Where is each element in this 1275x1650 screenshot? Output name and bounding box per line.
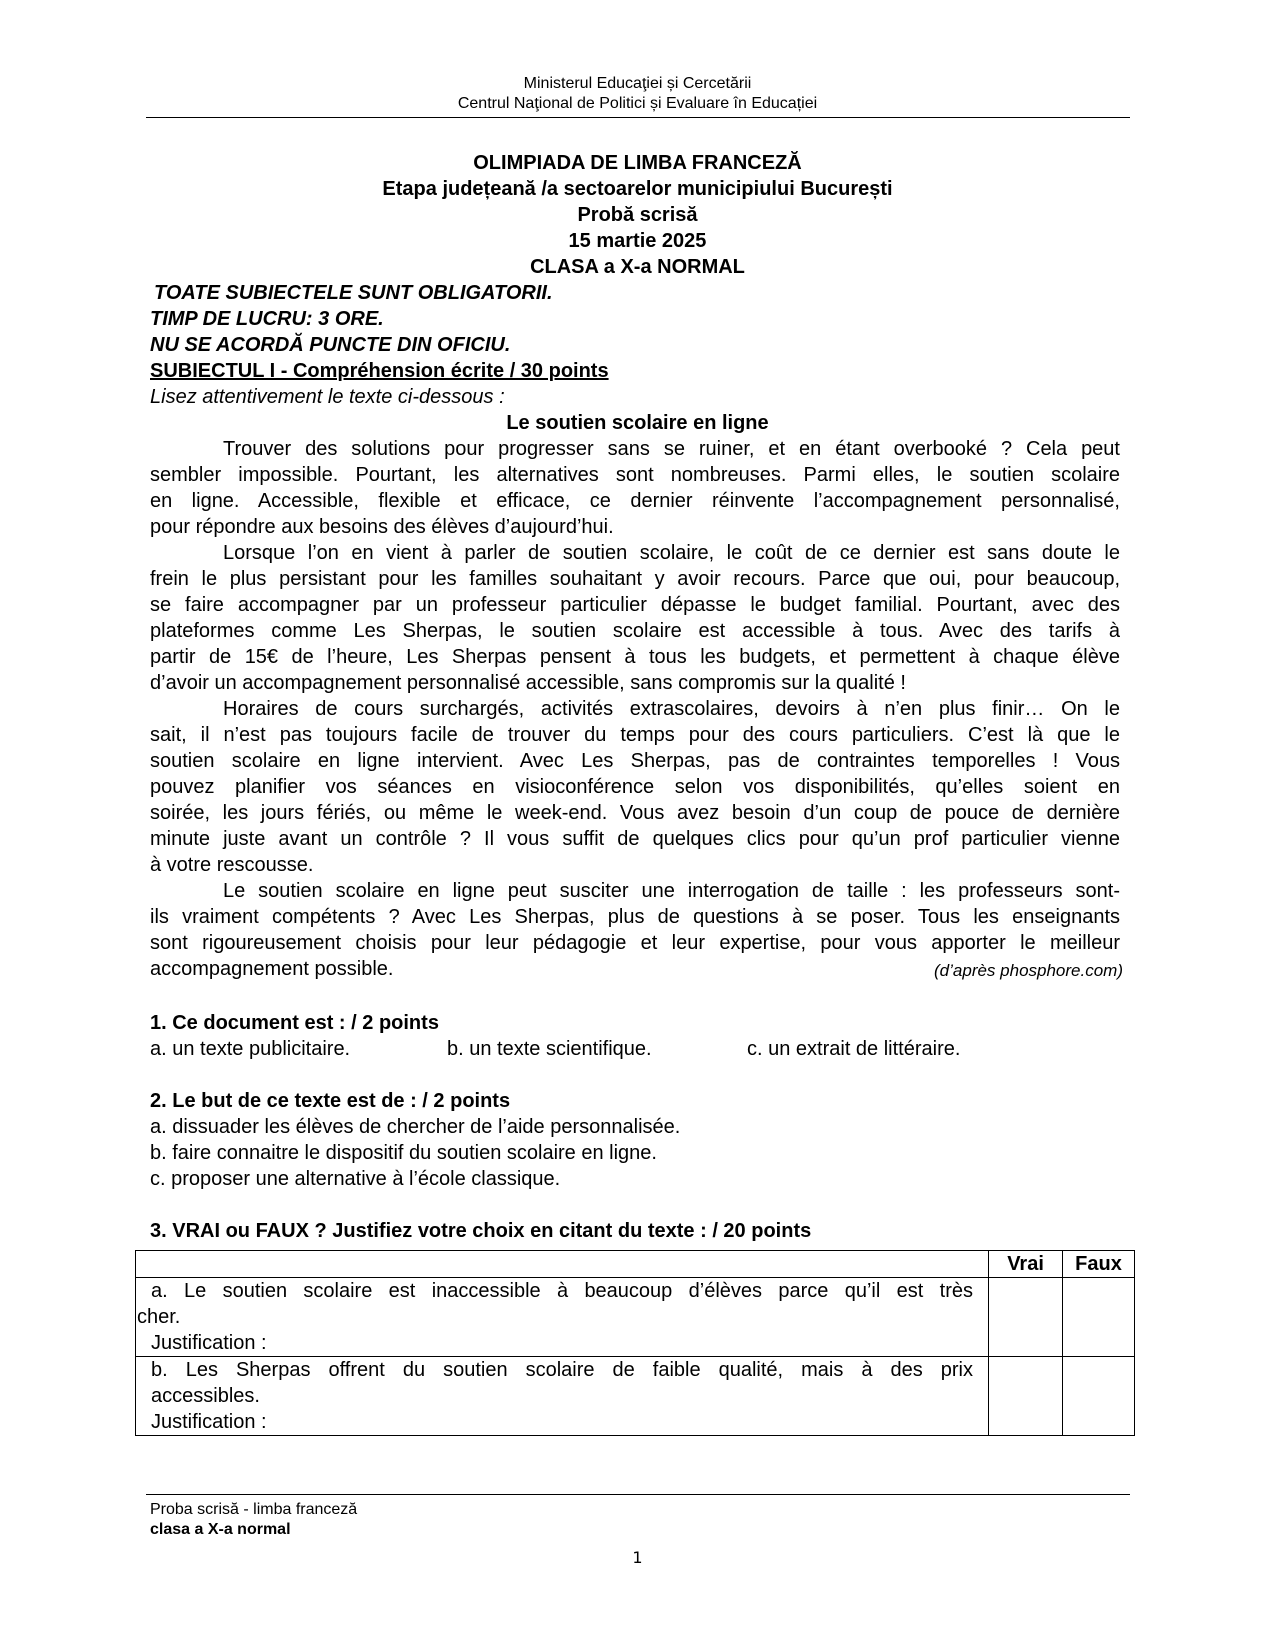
text-title: Le soutien scolaire en ligne: [506, 412, 769, 434]
subject-heading: SUBIECTUL I - Compréhension écrite / 30 points: [150, 360, 609, 382]
text-line: sembler impossible. Pourtant, les alternatives sont nombreuses. Parmi elles, le soutien scolaire: [150, 464, 1120, 486]
reading-instruction: Lisez attentivement le texte ci-dessous :: [150, 386, 505, 408]
footer-class: clasa a X-a normal: [150, 1521, 291, 1538]
q2-option-c: c. proposer une alternative à l’école classique.: [150, 1168, 561, 1190]
text-line: pouvez planifier vos séances en visioconférence selon vos disponibilités, qu’elles soient en: [150, 776, 1120, 798]
text-line: Lorsque l’on en vient à parler de soutien scolaire, le coût de ce dernier est sans doute le: [223, 542, 1120, 564]
page-number: 1: [632, 1548, 643, 1567]
text-line: se faire accompagner par un professeur particulier dépasse le budget familial. Pourtant, avec des: [150, 594, 1120, 616]
text-line: sait, il n’est pas toujours facile de trouver du temps pour des cours particuliers. C’est là que le: [150, 724, 1120, 746]
header-divider: [146, 117, 1130, 118]
justification-b-label: Justification :: [151, 1411, 267, 1433]
col-faux: Faux: [1063, 1251, 1135, 1278]
statement-a: a. Le soutien scolaire est inaccessible à beaucoup d’élèves parce qu’il est très: [151, 1280, 973, 1302]
text-line: d’avoir un accompagnement personnalisé accessible, sans compromis sur la qualité !: [150, 672, 906, 694]
col-vrai: Vrai: [989, 1251, 1063, 1278]
statement-b: b. Les Sherpas offrent du soutien scolaire de faible qualité, mais à des prix: [151, 1359, 973, 1381]
text-line: frein le plus persistant pour les familles souhaitant y avoir recours. Parce que oui, pour beaucoup,: [150, 568, 1120, 590]
test-type: Probă scrisă: [577, 204, 698, 226]
text-line: accompagnement possible.: [150, 958, 394, 980]
statement-b-cell: [136, 1357, 989, 1436]
text-line: sont rigoureusement choisis pour leur pédagogie et leur expertise, pour vous apporter le meilleur: [150, 932, 1120, 954]
statement-a-cont: cher.: [137, 1306, 181, 1328]
center-name: Centrul Naţional de Politici și Evaluare în Educației: [457, 95, 818, 112]
checkbox-faux-a[interactable]: [1063, 1278, 1135, 1357]
statement-b-cont: accessibles.: [151, 1385, 260, 1407]
rule-no-points: NU SE ACORDĂ PUNCTE DIN OFICIU.: [150, 334, 511, 356]
text-line: à votre rescousse.: [150, 854, 314, 876]
checkbox-vrai-a[interactable]: [989, 1278, 1063, 1357]
justification-a-label: Justification :: [151, 1332, 267, 1354]
footer-divider: [146, 1494, 1130, 1495]
text-line: Le soutien scolaire en ligne peut susciter une interrogation de taille : les professeurs sont-: [223, 880, 1120, 902]
class-level: CLASA a X-a NORMAL: [530, 256, 745, 278]
table-row: [136, 1357, 1135, 1436]
checkbox-faux-b[interactable]: [1063, 1357, 1135, 1436]
table-header-row: [136, 1251, 1135, 1278]
true-false-table: [135, 1250, 1135, 1436]
rule-time: TIMP DE LUCRU: 3 ORE.: [150, 308, 384, 330]
text-line: Trouver des solutions pour progresser sans se ruiner, et en étant overbooké ? Cela peut: [223, 438, 1120, 460]
q1-option-a: a. un texte publicitaire.: [150, 1038, 351, 1060]
text-line: partir de 15€ de l’heure, Les Sherpas pensent à tous les budgets, et permettent à chaque élève: [150, 646, 1120, 668]
checkbox-vrai-b[interactable]: [989, 1357, 1063, 1436]
source-credit: (d’après phosphore.com): [934, 961, 1123, 980]
text-line: ils vraiment compétents ? Avec Les Sherpas, plus de questions à se poser. Tous les enseignants: [150, 906, 1120, 928]
q2-option-b: b. faire connaitre le dispositif du soutien scolaire en ligne.: [150, 1142, 657, 1164]
statement-a-cell: [136, 1278, 989, 1357]
q2-option-a: a. dissuader les élèves de chercher de l’aide personnalisée.: [150, 1116, 681, 1138]
q3-heading: 3. VRAI ou FAUX ? Justifiez votre choix en citant du texte : / 20 points: [150, 1220, 812, 1242]
table-header-empty: [136, 1251, 989, 1278]
footer-test-name: Proba scrisă - limba franceză: [150, 1501, 358, 1518]
exam-date: 15 martie 2025: [568, 230, 707, 252]
q1-option-c: c. un extrait de littéraire.: [747, 1038, 961, 1060]
text-line: pour répondre aux besoins des élèves d’aujourd’hui.: [150, 516, 614, 538]
text-line: soutien scolaire en ligne intervient. Avec Les Sherpas, pas de contraintes temporelles ! Vous: [150, 750, 1120, 772]
text-line: Horaires de cours surchargés, activités extrascolaires, devoirs à n’en plus finir… On le: [223, 698, 1120, 720]
q1-option-b: b. un texte scientifique.: [447, 1038, 652, 1060]
q2-heading: 2. Le but de ce texte est de : / 2 points: [150, 1090, 511, 1112]
text-line: minute juste avant un contrôle ? Il vous suffit de quelques clics pour qu’un prof particulier vienne: [150, 828, 1120, 850]
ministry-name: Ministerul Educaţiei și Cercetării: [523, 75, 752, 92]
text-line: plateformes comme Les Sherpas, le soutien scolaire est accessible à tous. Avec des tarifs à: [150, 620, 1120, 642]
table-row: [136, 1278, 1135, 1357]
text-line: en ligne. Accessible, flexible et efficace, ce dernier réinvente l’accompagnement personnalisé,: [150, 490, 1120, 512]
rule-mandatory: TOATE SUBIECTELE SUNT OBLIGATORII.: [154, 282, 553, 304]
text-line: soirée, les jours fériés, ou même le week-end. Vous avez besoin d’un coup de pouce de dernière: [150, 802, 1120, 824]
stage-title: Etapa județeană /a sectoarelor municipiului București: [382, 178, 893, 200]
q1-heading: 1. Ce document est : / 2 points: [150, 1012, 439, 1034]
olympiad-title: OLIMPIADA DE LIMBA FRANCEZĂ: [473, 152, 802, 174]
